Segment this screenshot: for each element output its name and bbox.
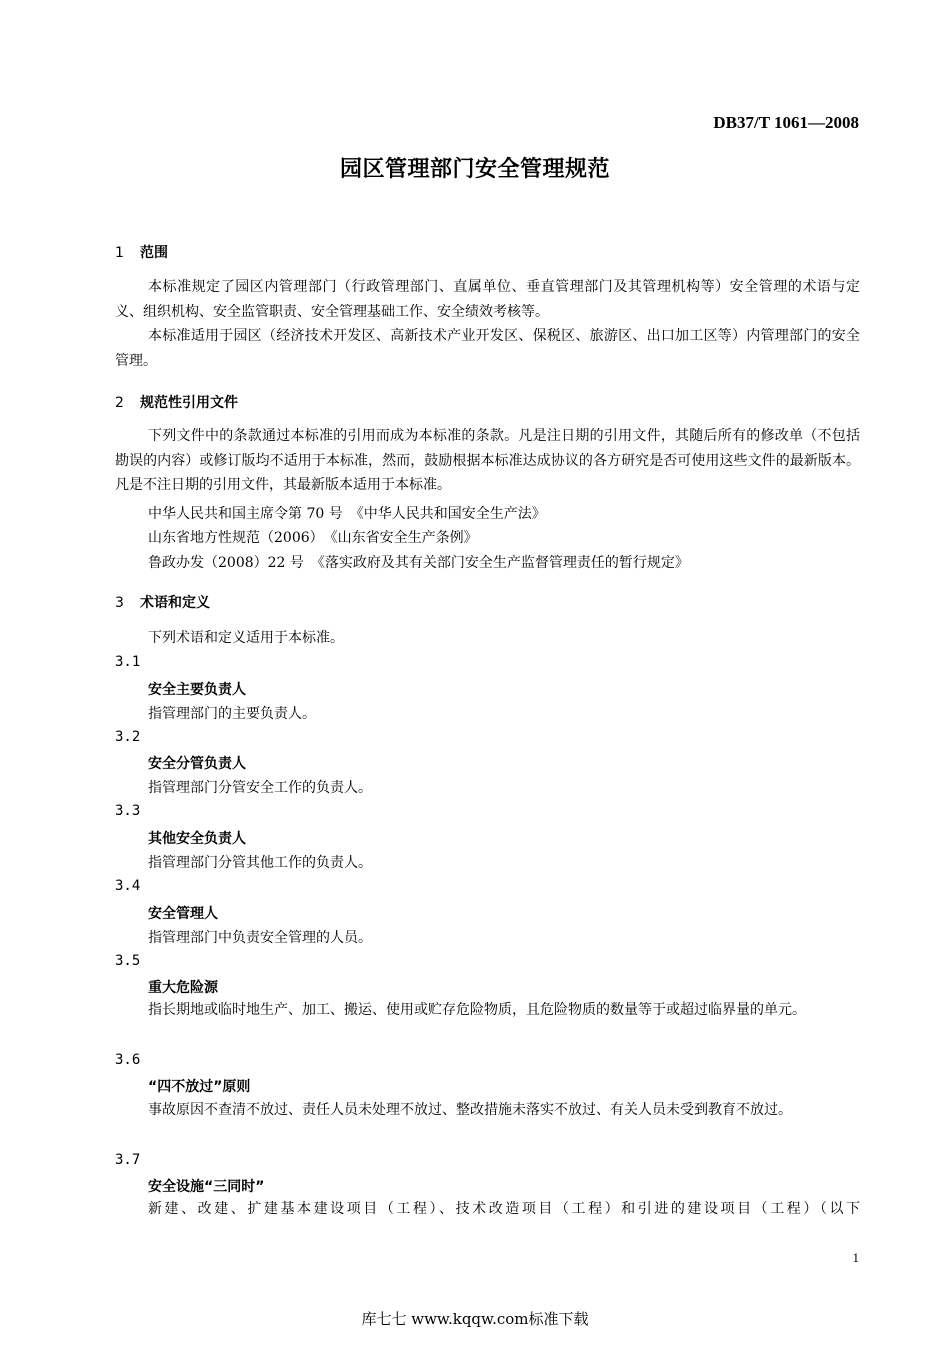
- section-heading-scope: [115, 242, 168, 262]
- term-definition: 指管理部门分管其他工作的负责人。: [148, 855, 372, 871]
- term-title: 其他安全负责人: [148, 831, 246, 847]
- term-definition: 指管理部门分管安全工作的负责人。: [148, 780, 372, 796]
- term-definition: 新建、改建、扩建基本建设项目（工程）、技术改造项目（工程）和引进的建设项目（工程）（以下: [148, 1201, 860, 1217]
- section-title: 规范性引用文件: [140, 395, 238, 411]
- term-number: 3.4: [115, 878, 141, 894]
- term-title: “四不放过”原则: [148, 1079, 251, 1095]
- section-heading-references: [115, 392, 238, 412]
- term-number: 3.2: [115, 729, 141, 745]
- term-title: 安全设施“三同时”: [148, 1179, 265, 1195]
- term-number: 3.6: [115, 1052, 141, 1068]
- terms-intro: 下列术语和定义适用于本标准。: [148, 630, 344, 646]
- document-title: 园区管理部门安全管理规范: [339, 157, 610, 182]
- term-title: 安全管理人: [148, 906, 218, 922]
- standard-code: DB37/T 1061—2008: [713, 113, 859, 132]
- term-definition: 事故原因不查清不放过、责任人员未处理不放过、整改措施未落实不放过、有关人员未受到教育不放过。: [148, 1102, 792, 1118]
- section-number: 1: [115, 245, 124, 261]
- term-title: 安全主要负责人: [148, 682, 246, 698]
- section-title: 范围: [140, 245, 168, 261]
- references-intro: 下列文件中的条款通过本标准的引用而成为本标准的条款。凡是注日期的引用文件，其随后所有的修改单（不包括勘误的内容）或修订版均不适用于本标准，然而，鼓励根据本标准达成协议的各方研究是否可使用这些文件的最新版本。凡是不注日期的引用文件，其最新版本适用于本标准。: [115, 428, 860, 493]
- term-number: 3.5: [115, 953, 141, 969]
- section-heading-terms: [115, 592, 210, 612]
- term-number: 3.1: [115, 654, 141, 670]
- term-number: 3.7: [115, 1152, 141, 1168]
- scope-paragraph-1: 本标准规定了园区内管理部门（行政管理部门、直属单位、垂直管理部门及其管理机构等）安全管理的术语与定义、组织机构、安全监管职责、安全管理基础工作、安全绩效考核等。: [115, 279, 860, 320]
- term-number: 3.3: [115, 803, 141, 819]
- scope-paragraph-2: 本标准适用于园区（经济技术开发区、高新技术产业开发区、保税区、旅游区、出口加工区等）内管理部门的安全管理。: [115, 328, 860, 369]
- reference-item: 鲁政办发（2008）22 号 《落实政府及其有关部门安全生产监督管理责任的暂行规定》: [148, 555, 689, 571]
- page-number: 1: [852, 1250, 859, 1265]
- reference-item: 中华人民共和国主席令第 70 号 《中华人民共和国安全生产法》: [148, 506, 546, 522]
- term-definition: 指管理部门的主要负责人。: [148, 706, 316, 722]
- term-title: 重大危险源: [148, 980, 218, 996]
- term-definition: 指管理部门中负责安全管理的人员。: [148, 930, 372, 946]
- reference-item: 山东省地方性规范（2006） 《山东省安全生产条例》: [148, 530, 478, 546]
- term-definition: 指长期地或临时地生产、加工、搬运、使用或贮存危险物质，且危险物质的数量等于或超过临界量的单元。: [148, 1002, 806, 1018]
- term-title: 安全分管负责人: [148, 756, 246, 772]
- section-title: 术语和定义: [140, 595, 210, 611]
- section-number: 3: [115, 595, 124, 611]
- footer-watermark: 库七七 www.kqqw.com标准下载: [361, 1310, 589, 1328]
- section-number: 2: [115, 395, 124, 411]
